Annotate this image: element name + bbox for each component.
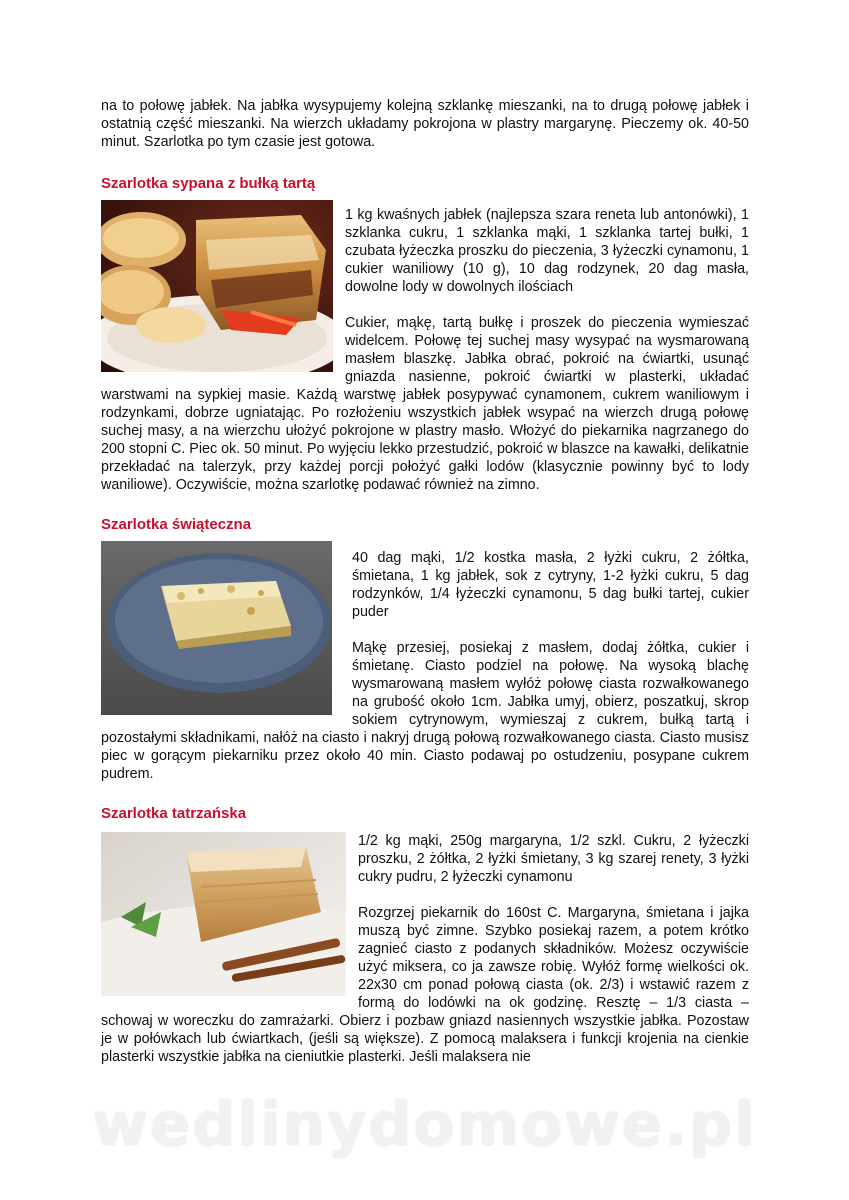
document-page <box>101 97 749 1066</box>
recipe-photo-tatrzanska <box>101 832 346 996</box>
method-text: Cukier, mąkę, tartą bułkę i proszek do pieczenia wymieszać widelcem. Połowę tej suchej masy wysypać na wysmarowaną masłem blaszkę. Jabłka obrać, pokroić na ćwiartki, usunąć gniazda nasienne, pokroić ćwiartki w plasterki, układać warstwami na sypkiej masie. Każdą warstwę jabłek posypywać cynamonem, cukrem waniliowym i rodzynkami, dobrze ugniatając. Po rozłożeniu wszystkich jabłek wsypać na wierzch drugą połowę suchej masy, a na wierzchu ułożyć pokrojone w plastry masło. Włożyć do piekarnika nagrzanego do 200 stopni C. Piec ok. 50 minut. Po wyjęciu lekko przestudzić, pokroić w blaszce na kawałki, delikatnie przekładać na talerzyk, przy każdej porcji położyć gałki lodów (klasycznie powinny być to lody waniliowe). Oczywiście, można szarlotkę podawać również na zimno. <box>101 315 749 493</box>
recipe-section-tatrzanska <box>101 805 749 1066</box>
cake-slice-image <box>101 541 332 715</box>
cake-cinnamon-image <box>101 832 346 996</box>
recipe-section-swiateczna <box>101 516 749 783</box>
ingredients-text: 1/2 kg mąki, 250g margaryna, 1/2 szkl. Cukru, 2 łyżeczki proszku, 2 żółtka, 2 łyżki śmietany, 3 kg szarej renety, 3 łyżki cukry pudru, 2 łyżeczki cynamonu <box>358 833 749 885</box>
recipe-photo-sypana <box>101 200 333 372</box>
section-title: Szarlotka sypana z bułką tartą <box>101 175 316 192</box>
method-text: Rozgrzej piekarnik do 160st C. Margaryna, śmietana i jajka muszą być zimne. Szybko posiekaj razem, a potem krótko zagnieć ciasto z podanych składników. Możesz oczywiście użyć miksera, co ja zawsze robię. Wyłóż formę wielkości ok. 22x30 cm ponad połową ciasta (ok. 2/3) i wstawić razem z formą do lodówki na ok godzinę. Resztę – 1/3 ciasta – schowaj w woreczku do zamrażarki. Obierz i pozbaw gniazd nasiennych wszystkie jabłka. Pozostaw je w połówkach lub ćwiartkach, (jeśli są większe). Z pomocą malaksera i funkcji krojenia na cienkie plasterki wszystkie jabłka na cieniutkie plasterki. Jeśli malaksera nie <box>101 905 749 1065</box>
intro-paragraph: na to połowę jabłek. Na jabłka wysypujemy kolejną szklankę mieszanki, na to drugą połowę jabłek i ostatnią część mieszanki. Na wierzch układamy pokrojona w plastry margarynę. Pieczemy ok. 40-50 minut. Szarlotka po tym czasie jest gotowa. <box>101 98 749 150</box>
section-title: Szarlotka świąteczna <box>101 516 252 533</box>
ingredients-text: 40 dag mąki, 1/2 kostka masła, 2 łyżki cukru, 2 żółtka, śmietana, 1 kg jabłek, sok z cytryny, 1-2 łyżki cukru, 5 dag rodzynków, 1/4 łyżeczki cynamonu, 5 dag bułki tartej, cukier puder <box>352 550 749 620</box>
cake-plate-image <box>101 200 333 372</box>
watermark-text: wedlinydomowe.pl <box>92 1090 757 1160</box>
section-title: Szarlotka tatrzańska <box>101 805 247 822</box>
recipe-section-sypana <box>101 175 749 494</box>
recipe-photo-swiateczna <box>101 541 332 715</box>
method-text: Mąkę przesiej, posiekaj z masłem, dodaj żółtka, cukier i śmietanę. Ciasto podziel na połowę. Na wysoką blachę wysmarowaną masłem wyłóż połowę ciasta rozwałkowanego na grubość około 1cm. Jabłka umyj, obierz, poszatkuj, skrop sokiem cytrynowym, wymieszaj z cukrem, bułką tartą i pozostałymi składnikami, nałóż na ciasto i nakryj drugą połową rozwałkowanego ciasta. Ciasto musisz piec w gorącym piekarniku przez około 40 min. Ciasto podawaj po ostudzeniu, posypane cukrem pudrem. <box>101 640 749 782</box>
ingredients-text: 1 kg kwaśnych jabłek (najlepsza szara reneta lub antonówki), 1 szklanka cukru, 1 szklanka mąki, 1 szklanka tartej bułki, 1 czubata łyżeczka proszku do pieczenia, 3 łyżeczki cynamonu, 1 cukier waniliowy (10 g), 10 dag rodzynek, 20 dag masła, dowolne lody w dowolnych ilościach <box>345 207 749 295</box>
